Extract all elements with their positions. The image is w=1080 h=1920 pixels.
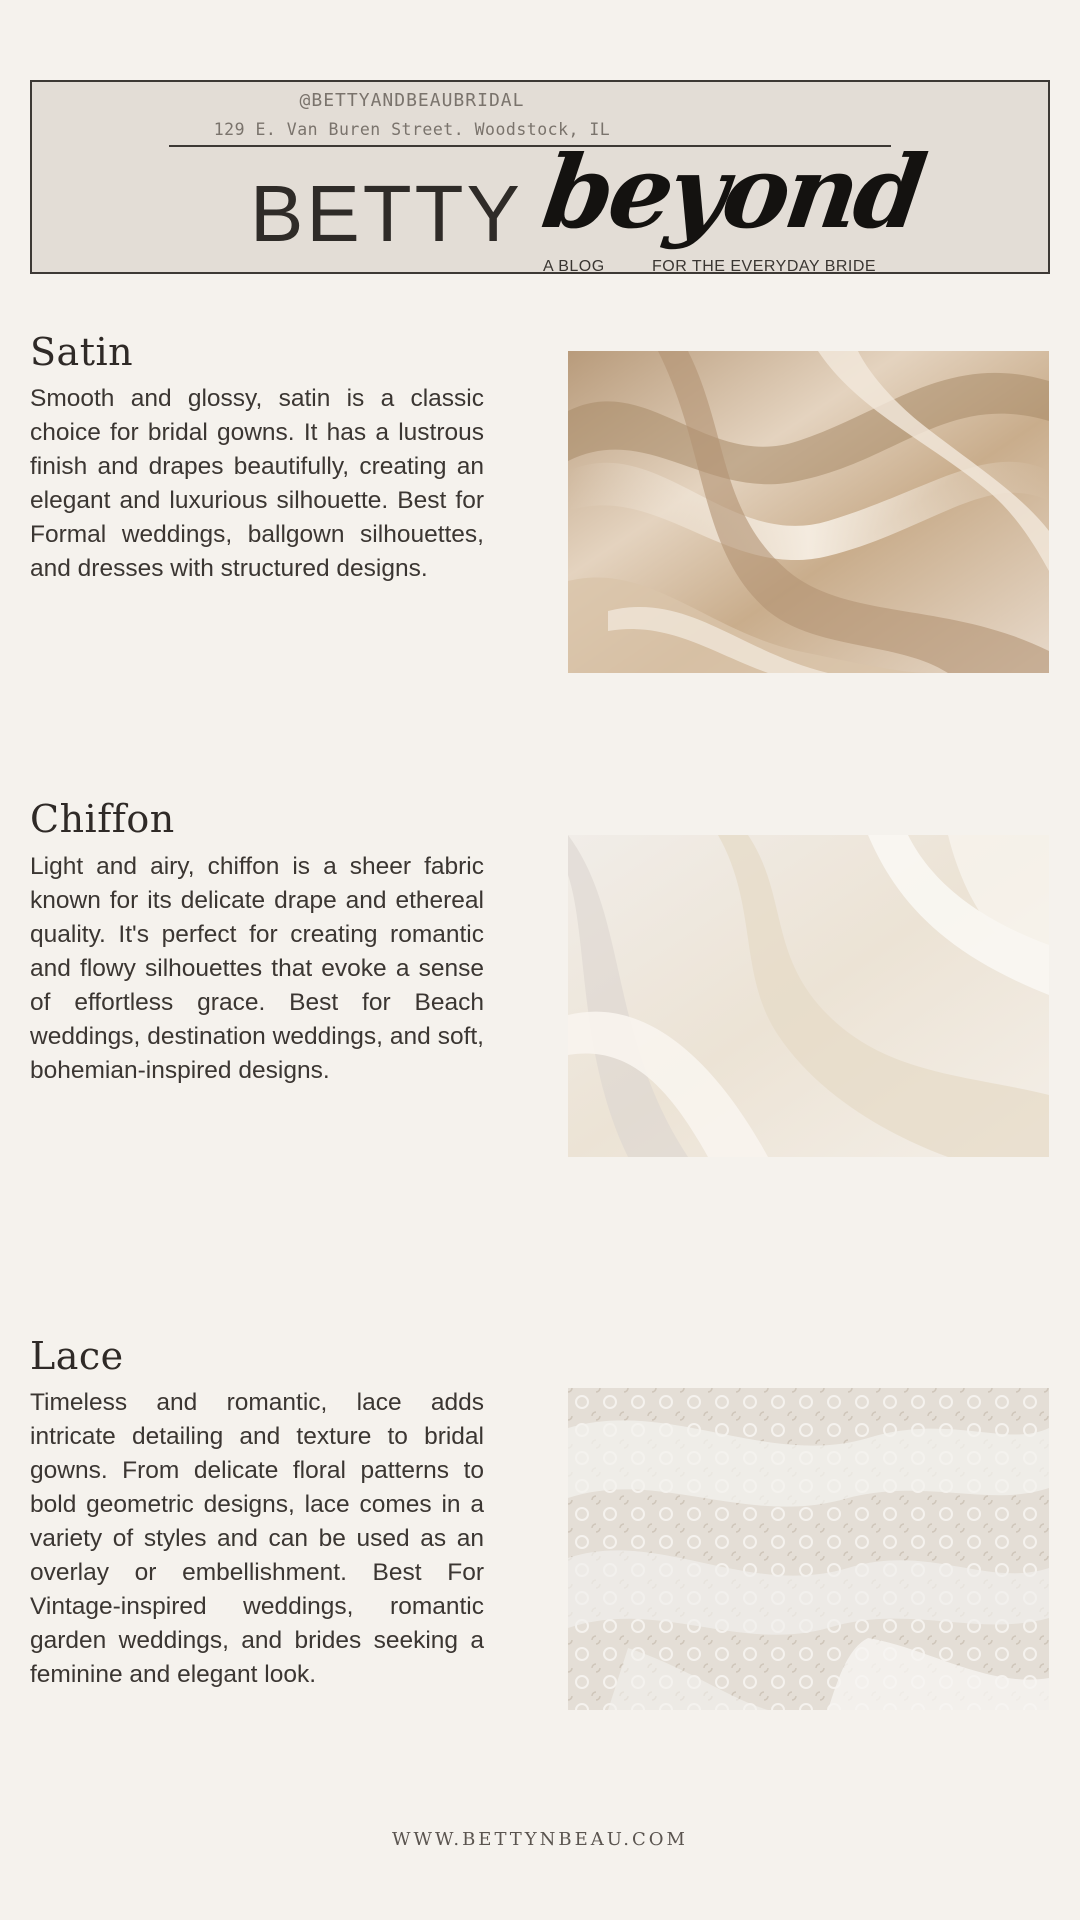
- website-url[interactable]: WWW.BETTYNBEAU.COM: [392, 1829, 688, 1850]
- section-title-satin: Satin: [30, 330, 134, 374]
- social-handle: @BETTYANDBEAUBRIDAL: [299, 90, 525, 111]
- section-text-lace: Timeless and romantic, lace adds intricate detailing and texture to bridal gowns. From delicate floral patterns to bold geometric designs, lace comes in a variety of styles and can be used as an overlay or embellishment. Best For Vintage-inspired weddings, romantic garden weddings, and brides seeking a feminine and elegant look.: [30, 1389, 484, 1688]
- section-text-chiffon: Light and airy, chiffon is a sheer fabric known for its delicate drape and ethereal quality. It's perfect for creating romantic and flowy silhouettes that evoke a sense of effortless grace. Best for Beach weddings, destination weddings, and soft, bohemian-inspired designs.: [30, 853, 484, 1084]
- section-title-chiffon: Chiffon: [30, 797, 175, 841]
- brand-script-wordmark: beyond: [535, 133, 930, 251]
- tagline-part-2: FOR THE EVERYDAY BRIDE: [652, 258, 877, 275]
- section-title-lace: Lace: [30, 1334, 124, 1378]
- header-banner: [30, 80, 1050, 274]
- satin-fabric-image: [568, 351, 1049, 673]
- section-text-satin: Smooth and glossy, satin is a classic choice for bridal gowns. It has a lustrous finish and drapes beautifully, creating an elegant and luxurious silhouette. Best for Formal weddings, ballgown silhouettes, and dresses with structured designs.: [30, 385, 484, 582]
- brand-wordmark: BETTY: [250, 169, 523, 258]
- tagline-part-1: A BLOG: [543, 258, 605, 275]
- store-address: 129 E. Van Buren Street. Woodstock, IL: [213, 120, 611, 139]
- header-top-rule: [169, 80, 891, 82]
- chiffon-fabric-image: [568, 835, 1049, 1157]
- lace-fabric-image: [568, 1388, 1049, 1710]
